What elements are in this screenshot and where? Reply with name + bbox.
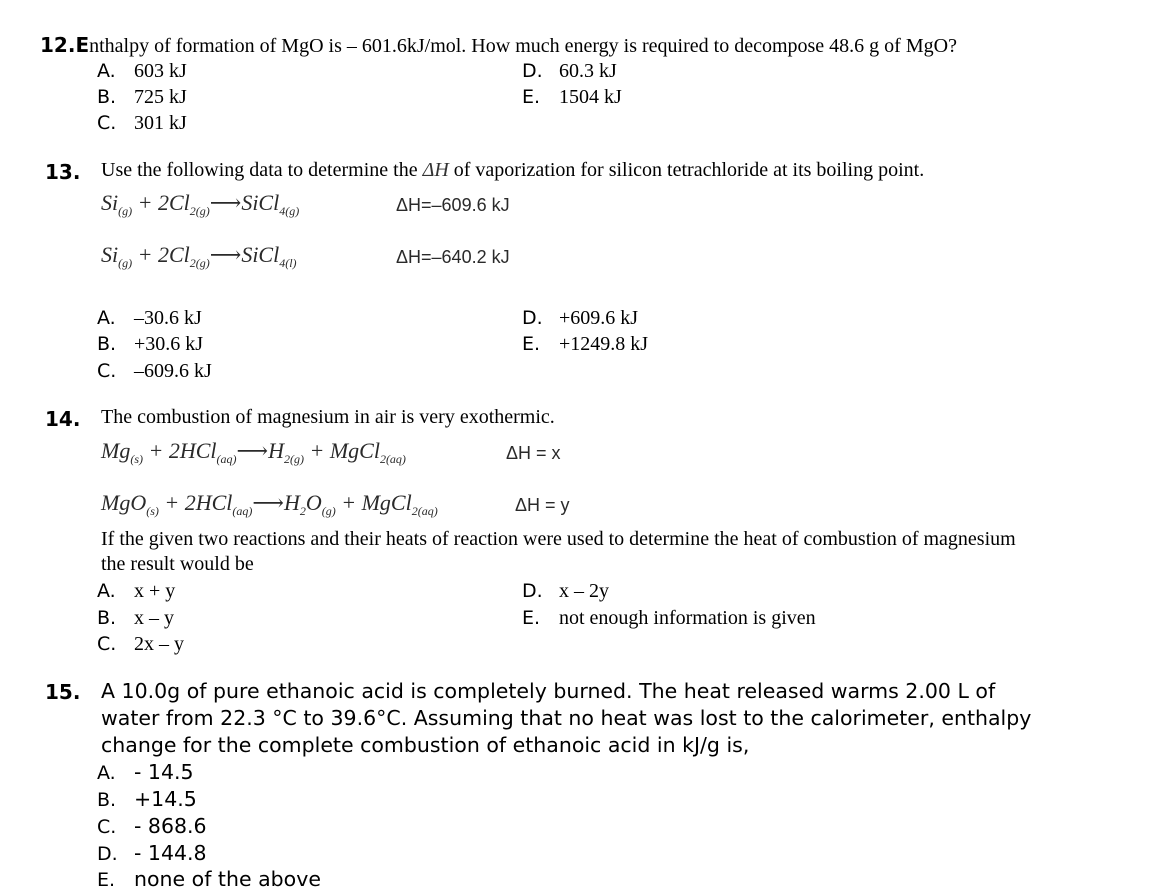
- reaction-arrow-icon: ⟶: [252, 490, 284, 515]
- q13-reaction-1: $Si_{(g)}$ + $2Cl_{2(g)}⟶SiCl_{4(g)}$: [101, 190, 300, 218]
- q13-reaction-2-enthalpy: ΔH=–640.2 kJ: [396, 247, 510, 267]
- q13-option-c-letter: C.: [97, 360, 117, 382]
- q13-option-e-text: +1249.8 kJ: [559, 333, 649, 355]
- q12-option-a[interactable]: [97, 60, 187, 83]
- q13-option-b-text: +30.6 kJ: [134, 333, 204, 355]
- q15-option-c-letter: C.: [97, 816, 117, 838]
- question-14-number: 14.: [45, 407, 81, 431]
- reaction-arrow-icon: ⟶: [209, 242, 242, 267]
- q15-option-d-letter: D.: [97, 843, 118, 865]
- q15-option-e-text: none of the above: [134, 867, 321, 891]
- question-14-followup-line-2: the result would be: [101, 553, 254, 575]
- question-15-prompt-line-1: A 10.0g of pure ethanoic acid is completely burned. The heat released warms 2.00 L of: [101, 679, 996, 703]
- q12-option-b-text: 725 kJ: [134, 86, 187, 108]
- q12-option-e-letter: E.: [522, 86, 541, 108]
- q12-option-d[interactable]: [522, 60, 617, 83]
- q12-option-d-letter: D.: [522, 60, 543, 82]
- question-13-prompt-before: Use the following data to determine the: [101, 159, 418, 181]
- q15-option-a-letter: A.: [97, 762, 116, 784]
- q14-option-d-text: x – 2y: [559, 580, 609, 602]
- q14-option-a-text: x + y: [134, 580, 176, 602]
- q13-option-a-letter: A.: [97, 307, 116, 329]
- question-12-prompt: nthalpy of formation of MgO is – 601.6kJ/mol. How much energy is required to decompose 48.6 g of MgO?: [89, 35, 957, 57]
- q13-option-d[interactable]: [522, 307, 638, 330]
- q14-option-c-text: 2x – y: [134, 633, 184, 655]
- q12-option-a-text: 603 kJ: [134, 60, 187, 82]
- q14-option-d[interactable]: [522, 580, 609, 603]
- q13-reaction-1-enthalpy: ΔH=–609.6 kJ: [396, 195, 510, 215]
- q14-reaction-1-enthalpy: ΔH = x: [506, 443, 561, 463]
- question-12: [40, 33, 957, 58]
- question-12-prompt-initial: E: [75, 33, 90, 57]
- q14-option-e-text: not enough information is given: [559, 607, 816, 629]
- q14-option-b-letter: B.: [97, 607, 117, 629]
- q14-option-c-letter: C.: [97, 633, 117, 655]
- q15-option-c[interactable]: [97, 814, 207, 838]
- q15-option-e-letter: E.: [97, 869, 116, 891]
- q14-option-d-letter: D.: [522, 580, 543, 602]
- question-15-prompt-line-3: change for the complete combustion of ethanoic acid in kJ/g is,: [101, 733, 750, 757]
- q14-reaction-1: $Mg_{(s)}$ + $2HCl_{(aq)}⟶H_{2(g)}$ + MgCl$_{2(aq)}$: [101, 438, 406, 466]
- q14-option-b-text: x – y: [134, 607, 174, 629]
- q13-option-c[interactable]: [97, 360, 212, 383]
- q13-option-b[interactable]: [97, 333, 203, 356]
- q12-option-d-text: 60.3 kJ: [559, 60, 617, 82]
- q12-option-a-letter: A.: [97, 60, 116, 82]
- q15-option-c-text: - 868.6: [134, 814, 207, 838]
- question-12-number: 12.: [40, 33, 76, 57]
- question-13-number: 13.: [45, 160, 81, 184]
- question-15-prompt-line-2: water from 22.3 °C to 39.6°C. Assuming that no heat was lost to the calorimeter, enthalpy: [101, 706, 1032, 730]
- q15-option-b[interactable]: [97, 787, 197, 811]
- q12-option-c-text: 301 kJ: [134, 112, 187, 134]
- question-13-prompt: [101, 159, 924, 182]
- q14-option-a-letter: A.: [97, 580, 116, 602]
- q14-option-e-letter: E.: [522, 607, 541, 629]
- q14-option-b[interactable]: [97, 607, 174, 630]
- q13-option-d-text: +609.6 kJ: [559, 307, 639, 329]
- q13-option-a-text: –30.6 kJ: [134, 307, 202, 329]
- reaction-arrow-icon: ⟶: [209, 190, 242, 215]
- q15-option-b-letter: B.: [97, 789, 117, 811]
- q12-option-b-letter: B.: [97, 86, 117, 108]
- q13-option-e[interactable]: [522, 333, 648, 356]
- q14-option-c[interactable]: [97, 633, 184, 656]
- q12-option-b[interactable]: [97, 86, 187, 109]
- q15-option-b-text: +14.5: [134, 787, 197, 811]
- q15-option-e[interactable]: [97, 867, 321, 891]
- q13-option-c-text: –609.6 kJ: [134, 360, 212, 382]
- q14-option-e[interactable]: [522, 607, 816, 630]
- q13-option-a[interactable]: [97, 307, 202, 330]
- q14-reaction-2: $MgO_{(s)} + 2HCl_{(aq)}⟶H_2O_{(g)}$ + MgCl$_{2(aq)}$: [101, 490, 438, 518]
- q12-option-c[interactable]: [97, 112, 187, 135]
- q12-option-e-text: 1504 kJ: [559, 86, 622, 108]
- reaction-arrow-icon: ⟶: [236, 438, 269, 463]
- question-14-followup-line-1: If the given two reactions and their heats of reaction were used to determine the heat of combustion of magnesium: [101, 528, 1016, 550]
- q14-option-a[interactable]: [97, 580, 175, 603]
- q15-option-d-text: - 144.8: [134, 841, 207, 865]
- delta-h-symbol: ΔH: [422, 159, 449, 181]
- q12-option-c-letter: C.: [97, 112, 117, 134]
- question-14-prompt: The combustion of magnesium in air is very exothermic.: [101, 406, 555, 428]
- q13-option-b-letter: B.: [97, 333, 117, 355]
- question-13-prompt-after: of vaporization for silicon tetrachloride at its boiling point.: [453, 159, 925, 181]
- q13-option-e-letter: E.: [522, 333, 541, 355]
- q15-option-a[interactable]: [97, 760, 194, 784]
- question-15-number: 15.: [45, 680, 81, 704]
- q13-option-d-letter: D.: [522, 307, 543, 329]
- q13-reaction-2: $Si_{(g)}$ + $2Cl_{2(g)}⟶SiCl_{4(l)}$: [101, 242, 297, 270]
- q15-option-d[interactable]: [97, 841, 207, 865]
- q15-option-a-text: - 14.5: [134, 760, 194, 784]
- q12-option-e[interactable]: [522, 86, 622, 109]
- q14-reaction-2-enthalpy: ΔH = y: [515, 495, 570, 515]
